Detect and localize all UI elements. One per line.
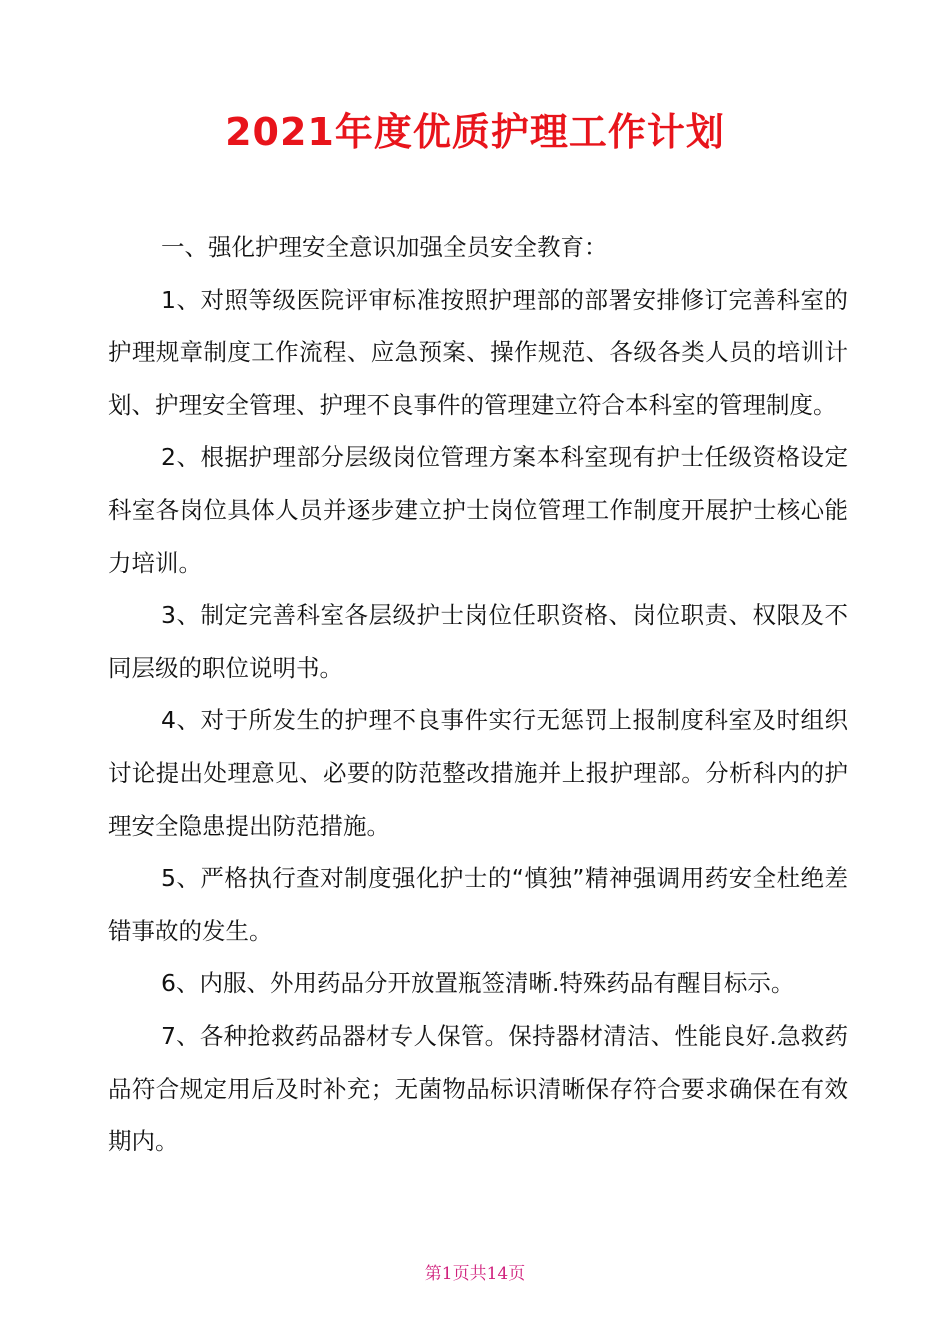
paragraph-5: 5、严格执行查对制度强化护士的“慎独”精神强调用药安全杜绝差错事故的发生。 <box>108 864 848 945</box>
paragraph-2: 2、根据护理部分层级岗位管理方案本科室现有护士任级资格设定科室各岗位具体人员并逐步建立护士岗位管理工作制度开展护士核心能力培训。 <box>108 443 848 577</box>
paragraph-7: 7、各种抢救药品器材专人保管。保持器材清洁、性能良好.急救药品符合规定用后及时补充；无菌物品标识清晰保存符合要求确保在有效期内。 <box>108 1021 848 1156</box>
paragraph-3: 3、制定完善科室各层级护士岗位任职资格、岗位职责、权限及不同层级的职位说明书。 <box>108 601 848 682</box>
paragraph-4: 4、对于所发生的护理不良事件实行无惩罚上报制度科室及时组织讨论提出处理意见、必要的防范整改措施并上报护理部。分析科内的护理安全隐患提出防范措施。 <box>108 706 848 840</box>
paragraph-1: 1、对照等级医院评审标准按照护理部的部署安排修订完善科室的护理规章制度工作流程、应急预案、操作规范、各级各类人员的培训计划、护理安全管理、护理不良事件的管理建立符合本科室的管理制度。 <box>108 285 848 419</box>
paragraph-6: 6、内服、外用药品分开放置瓶签清晰.特殊药品有醒目标示。 <box>161 969 795 998</box>
section-heading: 一、强化护理安全意识加强全员安全教育： <box>161 233 608 261</box>
document-body <box>108 221 848 1168</box>
document-title: 2021年度优质护理工作计划 <box>225 110 725 154</box>
page-footer: 第1页共14页 <box>424 1264 526 1284</box>
